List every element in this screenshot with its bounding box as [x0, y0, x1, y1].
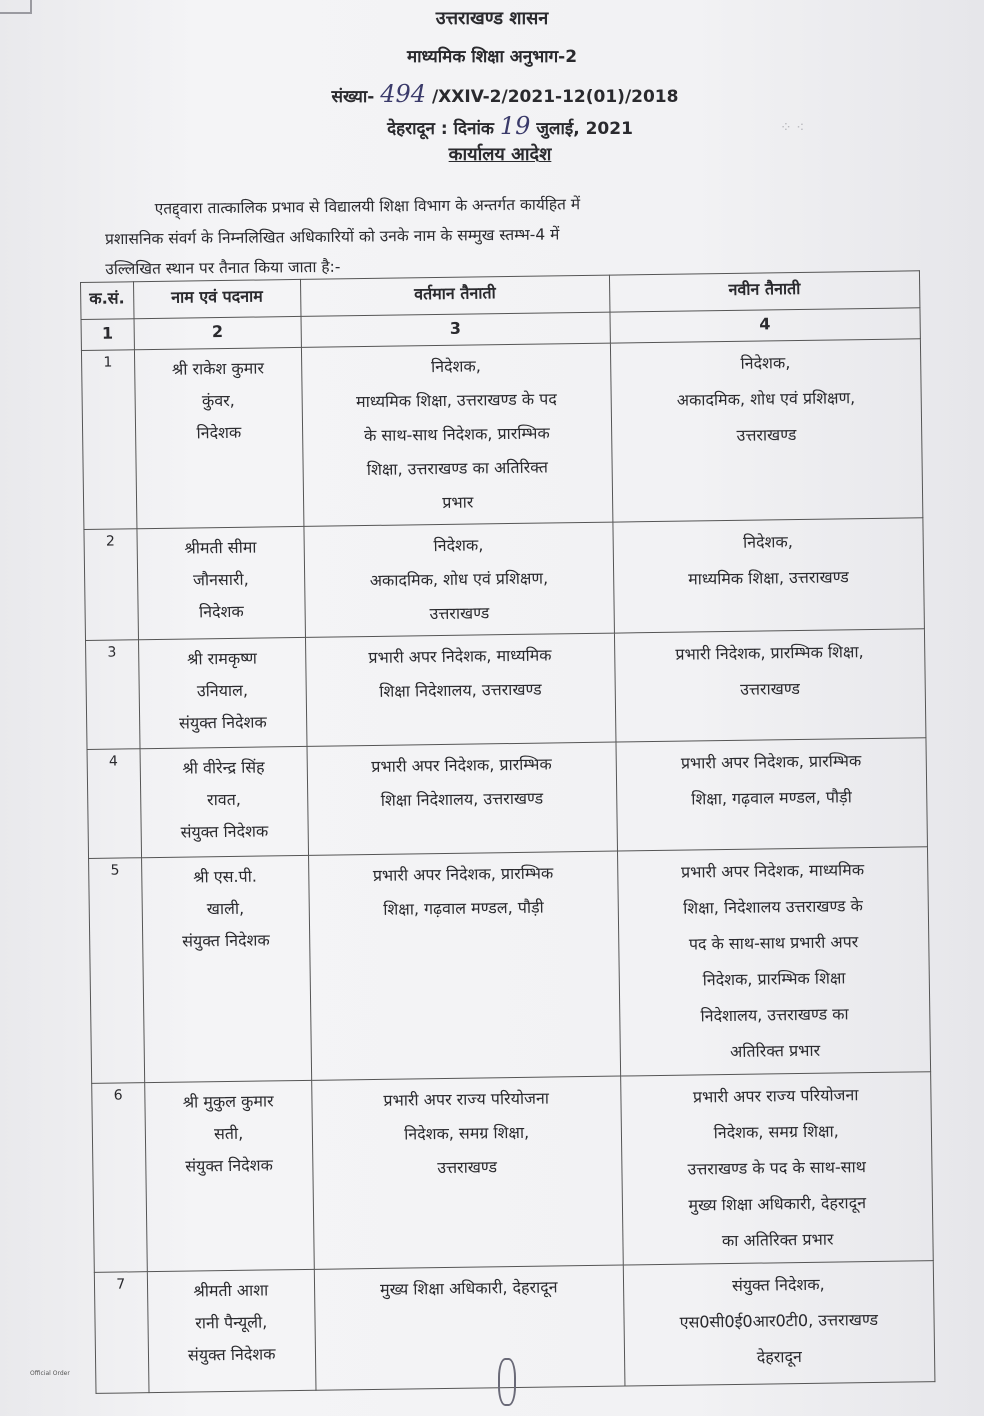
new-posting-cell-line: अकादमिक, शोध एवं प्रशिक्षण,	[676, 388, 856, 410]
name-cell-line: उनियाल,	[196, 680, 249, 701]
pen-mark	[498, 1358, 516, 1406]
new-posting-cell-line: प्रभारी अपर निदेशक, प्रारम्भिक	[680, 751, 862, 773]
serial-cell	[92, 1083, 147, 1273]
serial-cell-line: 6	[113, 1087, 123, 1104]
intro-paragraph	[105, 186, 916, 284]
order-number-prefix: संख्या-	[331, 87, 375, 107]
order-number-handwritten: 494	[380, 80, 427, 108]
table-row	[92, 1072, 934, 1273]
stamp-smudge: ⁘ ⁖	[780, 120, 805, 136]
new-posting-cell-line: उत्तराखण्ड	[736, 425, 797, 445]
new-posting-cell-line: प्रभारी निदेशक, प्रारम्भिक शिक्षा,	[675, 642, 864, 664]
current-posting-cell-line: शिक्षा, उत्तराखण्ड का अतिरिक्त	[366, 457, 549, 480]
header-new-posting: नवीन तैनाती	[609, 271, 920, 312]
current-posting-cell-line: उत्तराखण्ड	[429, 603, 490, 624]
current-posting-cell-line: शिक्षा निदेशालय, उत्तराखण्ड	[380, 788, 544, 810]
intro-line: प्रशासनिक संवर्ग के निम्नलिखित अधिकारियों को उनके नाम के सम्मुख स्तम्भ-4 में	[104, 225, 560, 249]
new-posting-cell-line: उत्तराखण्ड के पद के साथ-साथ	[687, 1157, 867, 1179]
current-posting-cell-line: निदेशक, समग्र शिक्षा,	[403, 1122, 530, 1144]
name-cell-line: निदेशक	[196, 422, 242, 443]
new-posting-cell-line: प्रभारी अपर राज्य परियोजना	[692, 1085, 859, 1107]
header-name: नाम एवं पदनाम	[133, 279, 301, 318]
current-posting-cell-line: अकादमिक, शोध एवं प्रशिक्षण,	[369, 568, 549, 590]
current-posting-cell-line: शिक्षा निदेशालय, उत्तराखण्ड	[379, 679, 542, 701]
new-posting-cell	[617, 847, 931, 1076]
name-cell-line: संयुक्त निदेशक	[178, 712, 267, 733]
name-cell-line: श्री एस.पी.	[193, 866, 257, 887]
serial-cell-line: 1	[103, 354, 113, 371]
serial-cell-line: 7	[116, 1276, 126, 1293]
intro-line: एतद्द्वारा तात्कालिक प्रभाव से विद्यालयी शिक्षा विभाग के अन्तर्गत कार्यहित में	[154, 195, 581, 218]
name-cell-line: श्रीमती आशा	[193, 1280, 269, 1301]
table-row	[86, 629, 926, 750]
new-posting-cell	[610, 339, 923, 522]
column-number: 1	[81, 319, 134, 351]
current-posting-cell	[307, 742, 617, 855]
date-handwritten: 19	[499, 112, 531, 140]
name-cell	[134, 347, 304, 528]
table-row	[87, 738, 927, 859]
govt-heading: उत्तराखण्ड शासन	[435, 8, 549, 29]
new-posting-cell-line: संयुक्त निदेशक,	[731, 1274, 825, 1295]
footer-mark: Official Order	[30, 1370, 70, 1377]
current-posting-cell	[301, 343, 612, 526]
current-posting-cell-line: शिक्षा, गढ़वाल मण्डल, पौड़ी	[383, 897, 544, 919]
current-posting-cell-line: निदेशक,	[433, 535, 484, 556]
document-title: कार्यालय आदेश	[448, 144, 552, 165]
table-row	[81, 339, 922, 530]
table-body	[81, 339, 934, 1394]
name-cell-line: रावत,	[206, 789, 241, 810]
name-cell	[147, 1269, 316, 1392]
name-cell-line: श्रीमती सीमा	[184, 537, 257, 558]
name-cell-line: श्री रामकृष्ण	[186, 648, 258, 669]
name-cell-line: संयुक्त निदेशक	[185, 1155, 273, 1176]
current-posting-cell-line: प्रभारी अपर निदेशक, प्रारम्भिक	[372, 863, 554, 885]
posting-table	[80, 270, 935, 1394]
current-posting-cell-line: प्रभार	[442, 492, 474, 512]
new-posting-cell-line: निदेशक, समग्र शिक्षा,	[713, 1121, 839, 1143]
new-posting-cell	[612, 518, 924, 633]
new-posting-cell-line: माध्यमिक शिक्षा, उत्तराखण्ड	[688, 567, 849, 589]
header-current-posting: वर्तमान तैनाती	[300, 275, 609, 316]
new-posting-cell-line: निदेशक,	[742, 532, 793, 552]
serial-cell-line: 2	[105, 533, 115, 550]
serial-cell	[94, 1272, 148, 1394]
serial-cell-line: 5	[110, 862, 120, 879]
current-posting-cell-line: मुख्य शिक्षा अधिकारी, देहरादून	[379, 1277, 558, 1299]
date-suffix: जुलाई, 2021	[536, 119, 633, 139]
name-cell-line: श्री राकेश कुमार	[171, 358, 265, 379]
serial-cell	[81, 350, 136, 530]
serial-cell	[84, 529, 138, 641]
name-cell-line: सती,	[213, 1123, 244, 1144]
new-posting-cell-line: का अतिरिक्त प्रभार	[721, 1229, 834, 1251]
new-posting-cell	[623, 1261, 935, 1386]
current-posting-cell-line: माध्यमिक शिक्षा, उत्तराखण्ड के पद	[355, 389, 557, 412]
current-posting-cell-line: उत्तराखण्ड	[437, 1157, 498, 1178]
intro-line: उल्लिखित स्थान पर तैनात किया जाता है:-	[105, 257, 341, 279]
current-posting-cell-line: प्रभारी अपर राज्य परियोजना	[383, 1088, 550, 1110]
new-posting-cell-line: पद के साथ-साथ प्रभारी अपर	[688, 932, 859, 954]
current-posting-cell	[314, 1265, 624, 1390]
serial-cell-line: 4	[108, 753, 119, 770]
date-prefix: देहरादून : दिनांक	[387, 119, 494, 139]
current-posting-cell-line: निदेशक,	[430, 356, 481, 377]
current-posting-cell	[312, 1076, 623, 1269]
new-posting-cell	[614, 629, 926, 742]
name-cell-line: श्री वीरेन्द्र सिंह	[182, 757, 265, 778]
name-cell-line: निदेशक	[198, 601, 244, 622]
new-posting-cell-line: एस0सी0ई0आर0टी0, उत्तराखण्ड	[679, 1309, 879, 1332]
name-cell-line: कुंवर,	[201, 390, 235, 411]
name-cell-line: रानी पैन्यूली,	[195, 1312, 268, 1333]
table-row	[89, 847, 931, 1084]
name-cell-line: श्री मुकुल कुमार	[182, 1091, 274, 1112]
name-cell-line: खाली,	[206, 898, 245, 919]
current-posting-cell	[308, 851, 620, 1080]
new-posting-cell-line: निदेशालय, उत्तराखण्ड का	[700, 1004, 849, 1026]
current-posting-cell	[305, 633, 615, 746]
new-posting-cell-line: शिक्षा, निदेशालय उत्तराखण्ड के	[683, 896, 864, 918]
name-cell-line: संयुक्त निदेशक	[182, 930, 270, 951]
name-cell	[140, 746, 309, 857]
table-row	[84, 518, 924, 641]
order-number	[290, 80, 720, 108]
new-posting-cell-line: उत्तराखण्ड	[740, 678, 801, 699]
new-posting-cell-line: अतिरिक्त प्रभार	[729, 1040, 821, 1061]
serial-cell	[87, 749, 141, 859]
new-posting-cell-line: निदेशक, प्रारम्भिक शिक्षा	[702, 968, 846, 990]
new-posting-cell-line: शिक्षा, गढ़वाल मण्डल, पौड़ी	[691, 787, 852, 809]
column-number: 2	[134, 316, 302, 349]
order-date	[320, 112, 700, 140]
name-cell	[141, 855, 312, 1082]
serial-cell	[86, 640, 140, 750]
serial-cell	[89, 858, 145, 1084]
order-number-suffix: /XXIV-2/2021-12(01)/2018	[431, 87, 679, 107]
name-cell	[136, 526, 305, 639]
name-cell	[144, 1080, 314, 1271]
new-posting-cell	[616, 738, 928, 851]
name-cell-line: संयुक्त निदेशक	[187, 1344, 276, 1365]
name-cell-line: जौनसारी,	[192, 569, 249, 590]
new-posting-cell-line: निदेशक,	[740, 353, 791, 373]
current-posting-cell-line: प्रभारी अपर निदेशक, प्रारम्भिक	[371, 754, 552, 776]
current-posting-cell-line: के साथ-साथ निदेशक, प्रारम्भिक	[363, 423, 550, 446]
new-posting-cell-line: मुख्य शिक्षा अधिकारी, देहरादून	[688, 1193, 867, 1215]
column-number: 3	[301, 312, 610, 347]
new-posting-cell-line: देहरादून	[756, 1347, 803, 1367]
name-cell	[138, 637, 307, 748]
new-posting-cell-line: प्रभारी अपर निदेशक, माध्यमिक	[680, 860, 865, 882]
serial-cell-line: 3	[107, 644, 117, 661]
header-serial: क.सं.	[81, 282, 134, 320]
current-posting-cell-line: प्रभारी अपर निदेशक, माध्यमिक	[368, 645, 552, 668]
current-posting-cell	[304, 522, 614, 637]
new-posting-cell	[620, 1072, 933, 1265]
section-heading: माध्यमिक शिक्षा अनुभाग-2	[406, 47, 578, 67]
column-number: 4	[610, 308, 921, 343]
name-cell-line: संयुक्त निदेशक	[180, 821, 269, 842]
